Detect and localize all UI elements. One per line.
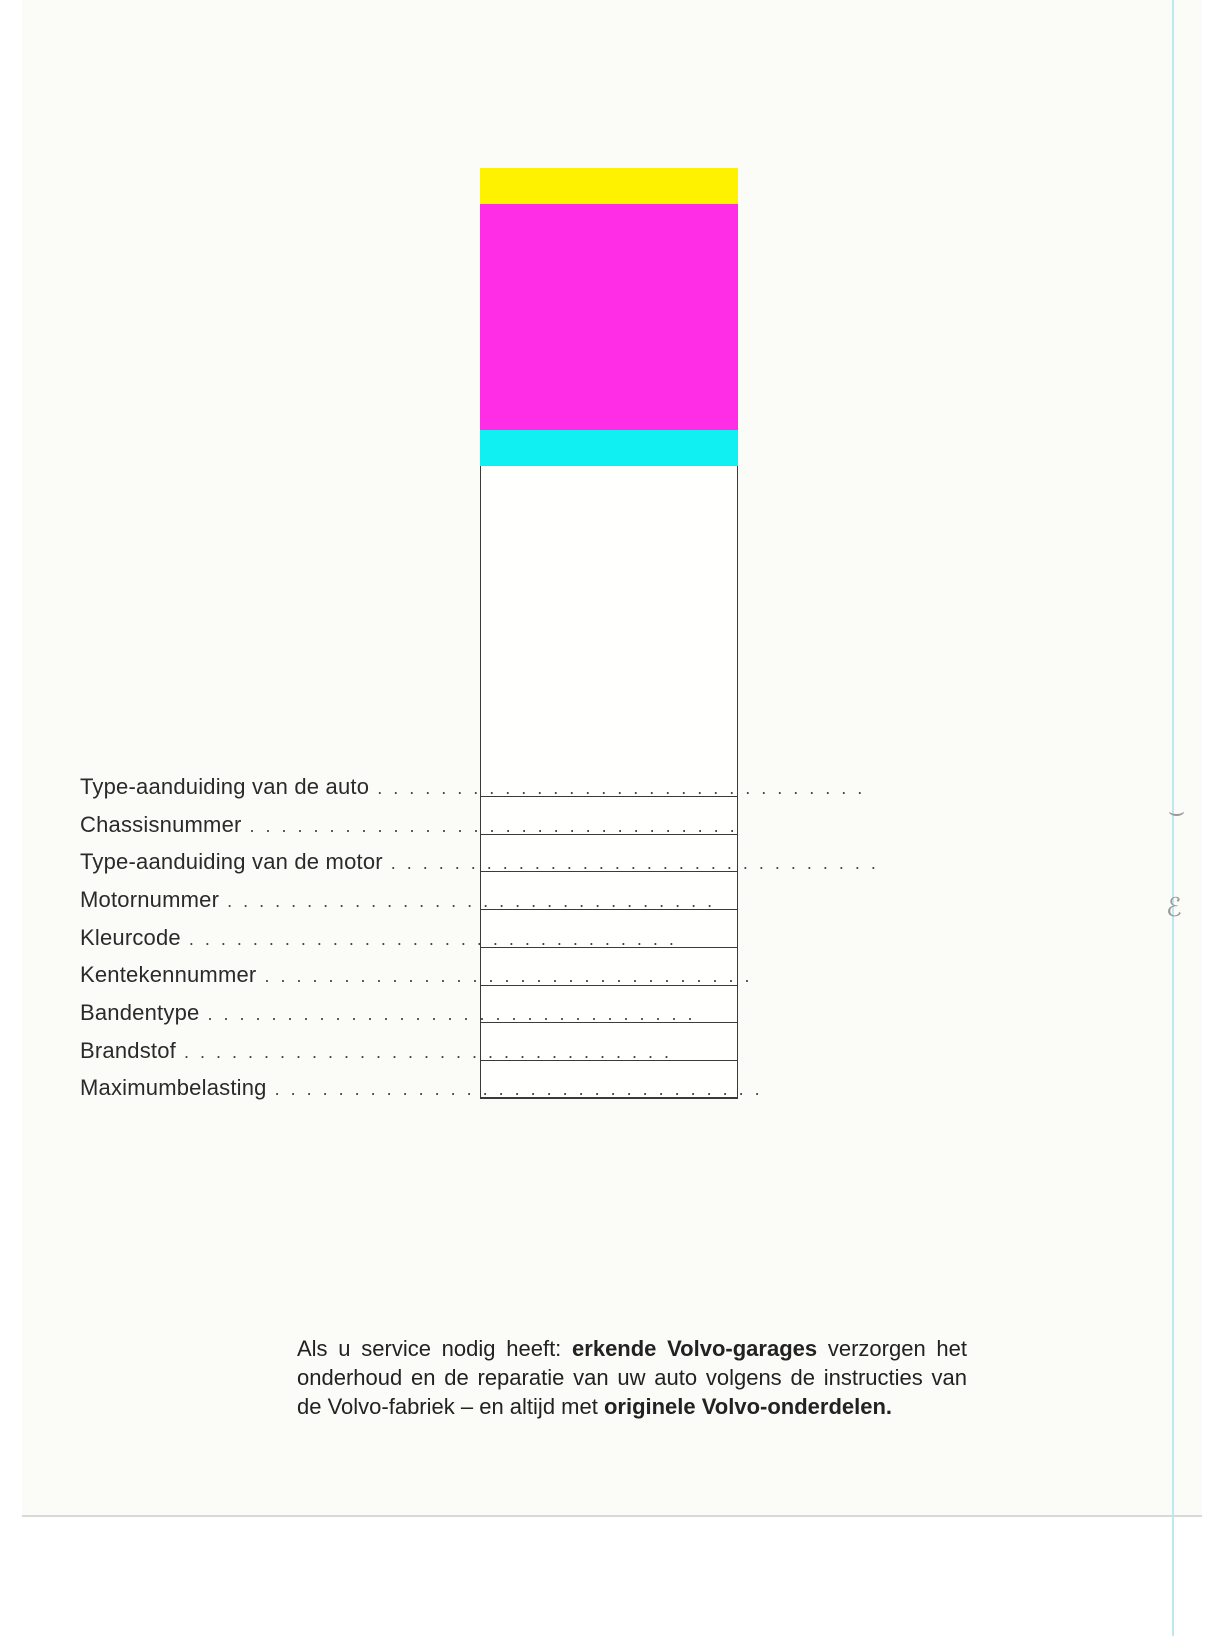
field-label: Bandentype	[80, 1000, 200, 1025]
field-label: Kentekennummer	[80, 962, 257, 987]
field-row-motornummer	[80, 887, 716, 919]
field-label: Chassisnummer	[80, 812, 242, 837]
color-strip-cyan	[480, 430, 738, 466]
field-label: Brandstof	[80, 1038, 176, 1063]
field-row-kentekennummer	[80, 962, 753, 994]
leader-dots: . . . . . . . . . . . . . . . . . . . . . . . . . . . . . . .	[249, 816, 738, 836]
leader-dots: . . . . . . . . . . . . . . . . . . . . . . . . . . . . . . .	[274, 1079, 763, 1099]
field-row-kleurcode	[80, 925, 677, 957]
leader-dots: . . . . . . . . . . . . . . . . . . . . . . . . . . . . . . .	[183, 1042, 673, 1062]
field-label: Type-aanduiding van de motor	[80, 849, 383, 874]
pencil-mark: ℰ	[1166, 892, 1182, 922]
leader-dots: . . . . . . . . . . . . . . . . . . . . . . . . . . . . . . .	[390, 853, 879, 873]
field-label: Maximumbelasting	[80, 1075, 267, 1100]
note-text: Als u service nodig heeft:	[297, 1336, 573, 1361]
field-row-brandstof	[80, 1038, 673, 1070]
note-text: verzorgen het onderhoud en de reparatie van uw auto volgens de instructies van de Volvo-fabriek – en altijd met	[297, 1336, 968, 1419]
field-row-chassisnummer	[80, 812, 738, 844]
field-row-maximumbelasting	[80, 1075, 763, 1107]
leader-dots: . . . . . . . . . . . . . . . . . . . . . . . . . . . . . . .	[188, 929, 677, 949]
color-strip-yellow	[480, 168, 738, 204]
pencil-mark: ⌣	[1168, 796, 1186, 826]
leader-dots: . . . . . . . . . . . . . . . . . . . . . . . . . . . . . . .	[207, 1004, 696, 1024]
service-note	[297, 1334, 967, 1421]
field-label: Kleurcode	[80, 925, 181, 950]
field-label: Type-aanduiding van de auto	[80, 774, 370, 799]
field-row-type-auto	[80, 774, 866, 806]
field-row-bandentype	[80, 1000, 696, 1032]
leader-dots: . . . . . . . . . . . . . . . . . . . . . . . . . . . . . . .	[377, 778, 866, 798]
color-strip-magenta	[480, 204, 738, 430]
note-bold-garages: erkende Volvo-garages	[572, 1336, 818, 1361]
leader-dots: . . . . . . . . . . . . . . . . . . . . . . . . . . . . . . .	[264, 966, 753, 986]
note-bold-parts: originele Volvo-onderdelen.	[603, 1394, 893, 1419]
field-label: Motornummer	[80, 887, 220, 912]
leader-dots: . . . . . . . . . . . . . . . . . . . . . . . . . . . . . . .	[227, 891, 716, 911]
field-row-type-motor	[80, 849, 879, 881]
